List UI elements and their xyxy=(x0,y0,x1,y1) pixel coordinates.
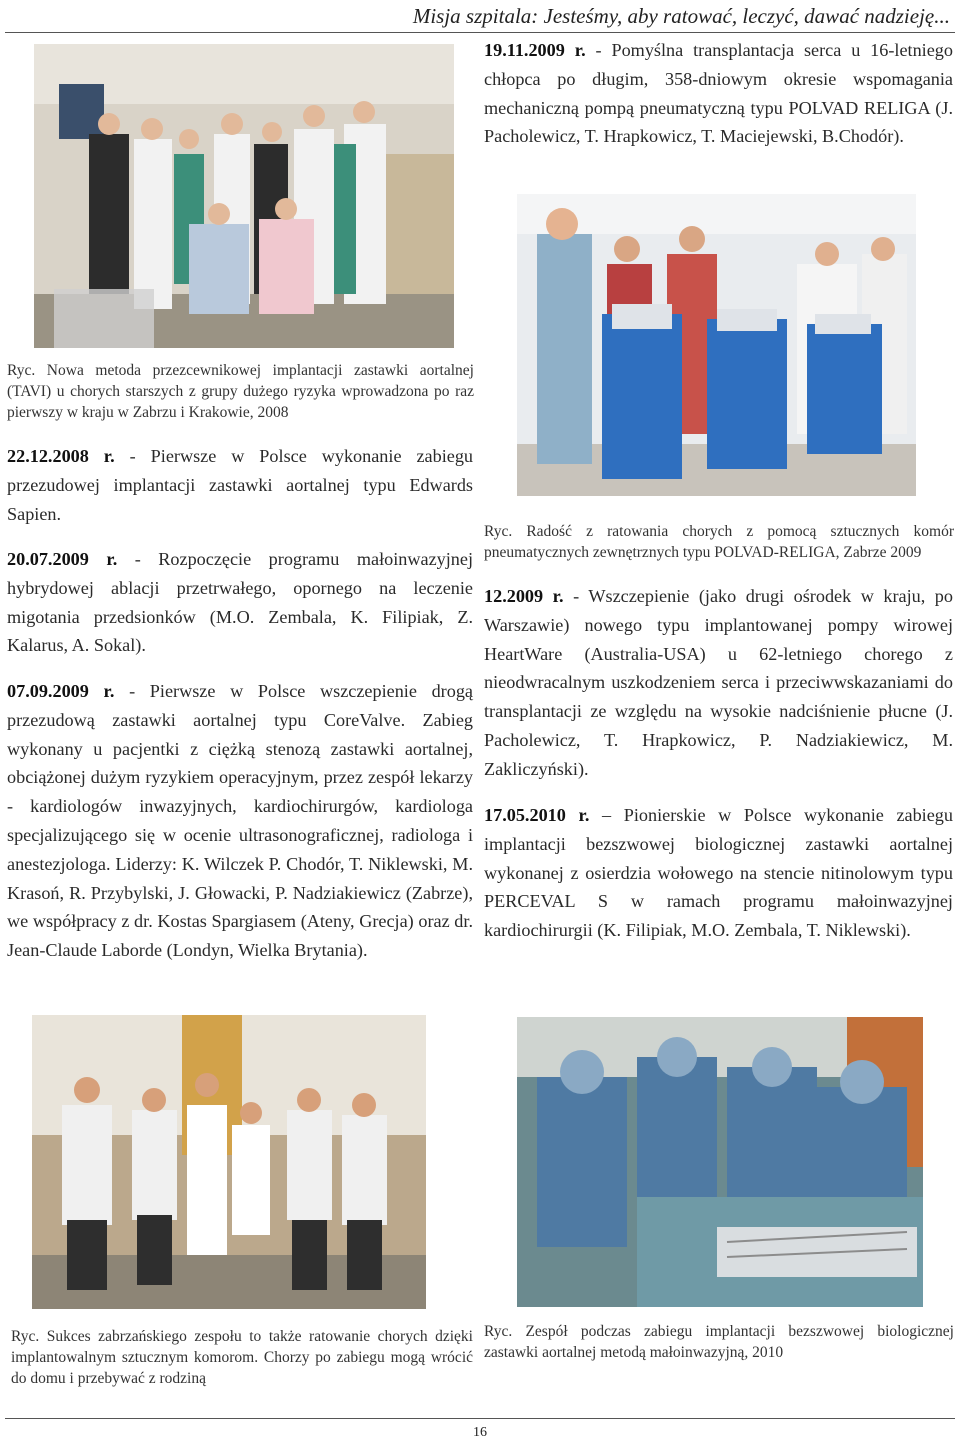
entry-date: 22.12.2008 r. xyxy=(7,446,115,466)
entry-17-05-2010 xyxy=(484,801,953,945)
entry-text: – Pionierskie w Polsce wykonanie zabiegu implantacji bezszwowej biologicznej zastawki aortalnej wykonanej z osierdzia wołowego na stencie nitinolowym typu PERCEVAL S w ramach programu małoinwazyjnej kardiochirurgii (K. Filipiak, M.O. Zembala, T. Niklewski). xyxy=(484,805,953,941)
header-title: Misja szpitala: Jesteśmy, aby ratować, leczyć, dawać nadzieję... xyxy=(412,4,950,28)
entry-22-12-2008 xyxy=(7,442,473,528)
entry-text: - Pierwsze w Polsce wykonanie zabiegu przezudowej implantacji zastawki aortalnej typu Edwards Sapien. xyxy=(7,446,474,524)
entry-text: - Pierwsze w Polsce wszczepienie drogą przezudową zastawki aortalnej typu CoreValve. Zabieg wykonany u pacjentki z ciężką stenozą zastawki aortalnej, obciążonej dużym ryzykiem operacyjnym, przez zespół lekarzy - kardiologów inwazyjnych, kardiochirurgów, kardiologa specjalizującego się w ocenie ultrasonograficznej, radiologa i anestezjologa. Liderzy: K. Wilczek P. Chodór, T. Niklewski, M. Krasoń, R. Przybylski, J. Głowacki, P. Nadziakiewicz (Zabrze), we współpracy z dr. Kostas Spargiasem (Ateny, Grecja) oraz dr. Jean-Claude Laborde (Londyn, Wielka Brytania). xyxy=(7,681,473,961)
entry-12-2009 xyxy=(484,582,953,784)
photo-polvad-drivers xyxy=(517,194,916,496)
entry-date: 19.11.2009 r. xyxy=(484,40,586,60)
entry-date: 17.05.2010 r. xyxy=(484,805,590,825)
caption-fig3: Ryc. Sukces zabrzańskiego zespołu to także ratowanie chorych dzięki implantowalnym sztucznym komorom. Chorzy po zabiegu mogą wrócić do domu i przebywać z rodziną xyxy=(11,1328,473,1387)
entry-text: - Wszczepienie (jako drugi ośrodek w kraju, po Warszawie) nowego typu implantowanej pompy wirowej HeartWare (Australia-USA) u 62-letniego chorego z nieodwracalnym uszkodzeniem serca i przeciwwskazaniami do transplantacji ze względu na wysokie nadciśnienie płucne (J. Pacholewicz, T. Hrapkowicz, P. Nadziakiewicz, M. Zakliczyński). xyxy=(484,586,953,779)
header-rule xyxy=(5,32,955,33)
entry-19-11-2009 xyxy=(484,36,953,151)
entry-text: - Rozpoczęcie programu małoinwazyjnej hybrydowej ablacji przetrwałego, opornego na leczenie migotania przedsionków (M.O. Zembala, K. Filipiak, Z. Kalarus, A. Sokal). xyxy=(7,549,474,656)
caption-fig2: Ryc. Radość z ratowania chorych z pomocą sztucznych komór pneumatycznych zewnętrznych typu POLVAD-RELIGA, Zabrze 2009 xyxy=(484,523,954,561)
page-header xyxy=(0,0,960,34)
entry-20-07-2009 xyxy=(7,545,473,660)
entry-text: - Pomyślna transplantacja serca u 16-letniego chłopca po długim, 358-dniowym okresie wspomagania mechaniczną pompą pneumatyczną typu POLVAD RELIGA (J. Pacholewicz, T. Hrapkowicz, T. Maciejewski, B.Chodór). xyxy=(484,40,953,147)
photo-tavi-group xyxy=(34,44,454,348)
caption-fig4: Ryc. Zespół podczas zabiegu implantacji bezszwowej biologicznej zastawki aortalnej metodą małoinwazyjną, 2010 xyxy=(484,1323,954,1361)
entry-07-09-2009 xyxy=(7,677,473,965)
photo-patients-outdoor xyxy=(32,1015,426,1309)
footer-rule xyxy=(5,1418,955,1419)
photo-surgery-team xyxy=(517,1017,923,1307)
entry-date: 20.07.2009 r. xyxy=(7,549,118,569)
entry-date: 12.2009 r. xyxy=(484,586,564,606)
page-number: 16 xyxy=(473,1425,487,1440)
caption-fig1: Ryc. Nowa metoda przezcewnikowej implantacji zastawki aortalnej (TAVI) u chorych starszych z grupy dużego ryzyka wprowadzona po raz pierwszy w kraju w Zabrzu i Krakowie, 2008 xyxy=(7,362,474,421)
entry-date: 07.09.2009 r. xyxy=(7,681,115,701)
